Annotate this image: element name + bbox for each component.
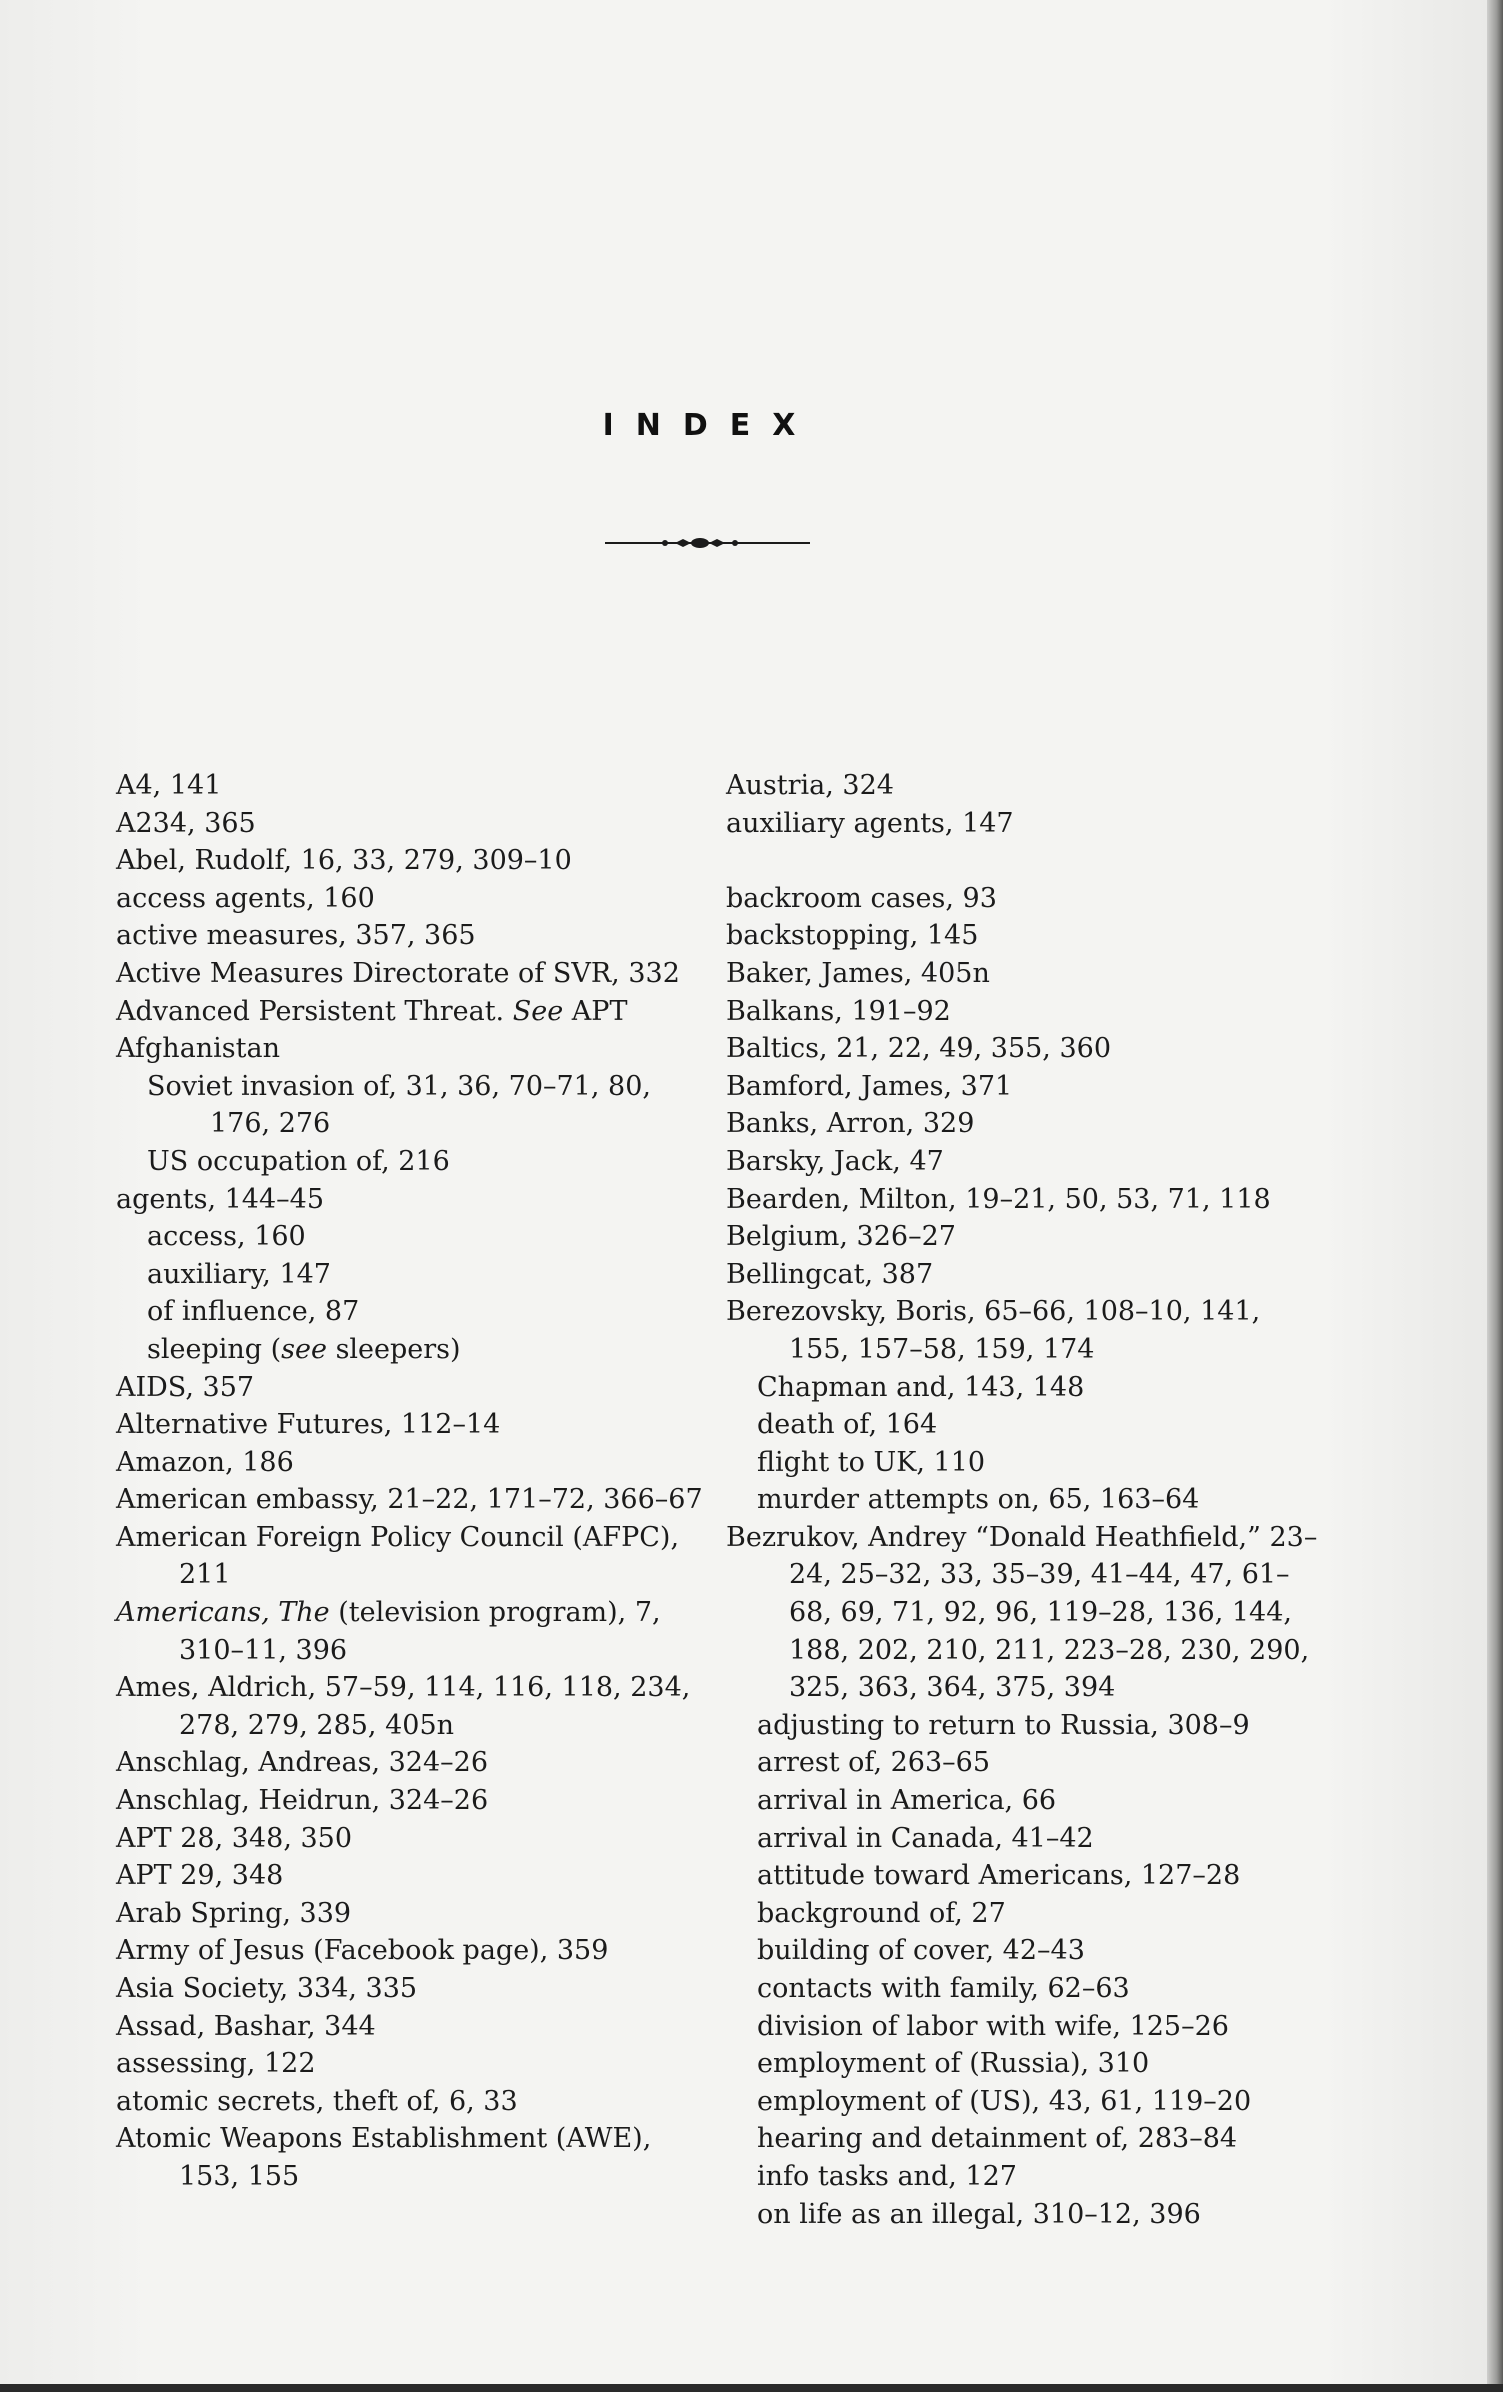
- index-subentry: [726, 1406, 1326, 1444]
- index-entry: [116, 1481, 706, 1519]
- index-entry: [726, 805, 1326, 843]
- entry-text: assessing, 122: [116, 2048, 316, 2080]
- index-subentry: [726, 1707, 1326, 1745]
- index-subentry: [726, 1782, 1326, 1820]
- index-subentry: [726, 2083, 1326, 2121]
- index-entry: [116, 1369, 706, 1407]
- index-entry: [116, 1895, 706, 1933]
- entry-text: contacts with family, 62–63: [757, 1973, 1130, 2004]
- entry-text: sleeping (: [147, 1333, 282, 1365]
- entry-text: Alternative Futures, 112–14: [116, 1409, 501, 1441]
- index-entry: [726, 767, 1326, 805]
- entry-text: auxiliary agents, 147: [726, 807, 1014, 839]
- index-subentry: [116, 1218, 706, 1256]
- entry-text: Balkans, 191–92: [726, 995, 951, 1027]
- entry-text: Bezrukov, Andrey “Donald Heathfield,” 23–24, 25–32, 33, 35–39, 41–44, 47, 61–68, 69, 71, 92, 96, 119–28, 136, 144, 188, 202, 210, 211, 223–28, 230, 290, 325, 363, 364, 375, 394: [726, 1521, 1318, 1704]
- index-subentry: [726, 1444, 1326, 1482]
- index-entry: [116, 1444, 706, 1482]
- index-column-left: [116, 767, 706, 2196]
- entry-text: A4, 141: [116, 770, 222, 801]
- entry-text: Bearden, Milton, 19–21, 50, 53, 71, 118: [726, 1183, 1271, 1215]
- entry-text: Abel, Rudolf, 16, 33, 279, 309–10: [116, 845, 572, 877]
- index-subentry: [726, 1970, 1326, 2008]
- index-entry: [116, 2083, 706, 2121]
- index-entry: [116, 917, 706, 955]
- index-entry: [116, 1932, 706, 1970]
- entry-text: active measures, 357, 365: [116, 920, 476, 952]
- entry-text: Barsky, Jack, 47: [726, 1145, 944, 1177]
- entry-text: arrest of, 263–65: [757, 1747, 991, 1779]
- index-entry: [116, 2120, 706, 2195]
- index-subentry: [726, 1932, 1326, 1970]
- index-entry: [116, 993, 706, 1031]
- entry-text: Atomic Weapons Establishment (AWE), 153, 155: [116, 2123, 652, 2192]
- entry-text: Arab Spring, 339: [116, 1897, 352, 1929]
- entry-text: Ames, Aldrich, 57–59, 114, 116, 118, 234, 278, 279, 285, 405n: [116, 1672, 691, 1741]
- entry-text: background of, 27: [757, 1897, 1006, 1929]
- entry-text: Baltics, 21, 22, 49, 355, 360: [726, 1033, 1112, 1065]
- index-entry: [116, 1857, 706, 1895]
- entry-text: attitude toward Americans, 127–28: [757, 1860, 1241, 1892]
- entry-text: atomic secrets, theft of, 6, 33: [116, 2085, 518, 2117]
- page-bottom-edge: [0, 2384, 1503, 2392]
- entry-text-after: (television program), 7, 310–11, 396: [179, 1597, 661, 1666]
- index-entry: [116, 2045, 706, 2083]
- index-entry: [116, 1406, 706, 1444]
- entry-text: American embassy, 21–22, 171–72, 366–67: [116, 1484, 703, 1516]
- index-entry: [116, 805, 706, 843]
- index-subentry: [726, 1857, 1326, 1895]
- entry-text: employment of (Russia), 310: [757, 2048, 1150, 2080]
- index-subentry: [726, 2008, 1326, 2046]
- index-entry: [116, 1820, 706, 1858]
- index-entry: [116, 1519, 706, 1594]
- index-subentry: [116, 1256, 706, 1294]
- index-entry: [116, 1970, 706, 2008]
- index-entry: [726, 1218, 1326, 1256]
- entry-text: US occupation of, 216: [147, 1145, 450, 1177]
- index-subentry: [116, 1331, 706, 1369]
- entry-text: access, 160: [147, 1221, 306, 1253]
- index-subentry: [726, 2196, 1326, 2234]
- index-subentry: [726, 2045, 1326, 2083]
- page-title: INDEX: [602, 408, 818, 443]
- entry-text: flight to UK, 110: [757, 1446, 986, 1478]
- index-entry: [726, 917, 1326, 955]
- entry-text: Belgium, 326–27: [726, 1221, 956, 1253]
- index-entry: [116, 1744, 706, 1782]
- entry-text: Afghanistan: [116, 1033, 281, 1065]
- entry-italic-text: see: [281, 1333, 327, 1365]
- index-subentry: [726, 2158, 1326, 2196]
- index-entry: [116, 1782, 706, 1820]
- entry-text: employment of (US), 43, 61, 119–20: [757, 2085, 1252, 2117]
- index-entry: [726, 1256, 1326, 1294]
- entry-text: Bellingcat, 387: [726, 1258, 934, 1290]
- index-subentry: [726, 1369, 1326, 1407]
- index-entry: [726, 1143, 1326, 1181]
- entry-text: Baker, James, 405n: [726, 957, 990, 989]
- entry-text: auxiliary, 147: [147, 1258, 331, 1290]
- index-entry: [726, 993, 1326, 1031]
- index-entry: [726, 1068, 1326, 1106]
- entry-text: Amazon, 186: [116, 1446, 294, 1478]
- index-entry: [116, 2008, 706, 2046]
- entry-italic-text: See: [512, 995, 564, 1027]
- index-subentry: [726, 1895, 1326, 1933]
- index-entry: [116, 955, 706, 993]
- entry-text: Assad, Bashar, 344: [116, 2010, 376, 2042]
- entry-text: Army of Jesus (Facebook page), 359: [116, 1935, 609, 1967]
- entry-text: arrival in Canada, 41–42: [757, 1822, 1094, 1854]
- entry-italic-text: Americans, The: [116, 1597, 330, 1629]
- entry-text: on life as an illegal, 310–12, 396: [757, 2198, 1201, 2230]
- index-subentry: [726, 1820, 1326, 1858]
- entry-text: Chapman and, 143, 148: [757, 1371, 1085, 1403]
- book-spine-shadow: [1487, 0, 1503, 2392]
- entry-text: Banks, Arron, 329: [726, 1108, 975, 1140]
- entry-text: backroom cases, 93: [726, 882, 997, 914]
- index-subentry: [726, 1744, 1326, 1782]
- index-subentry: [726, 2120, 1326, 2158]
- entry-text: arrival in America, 66: [757, 1785, 1057, 1817]
- entry-text: agents, 144–45: [116, 1183, 325, 1215]
- entry-text: backstopping, 145: [726, 920, 979, 952]
- entry-text: Asia Society, 334, 335: [116, 1973, 418, 2004]
- index-entry: [116, 1030, 706, 1068]
- entry-text-after: sleepers): [326, 1333, 461, 1365]
- index-entry: [116, 1669, 706, 1744]
- entry-text: Active Measures Directorate of SVR, 332: [116, 957, 680, 989]
- entry-text: division of labor with wife, 125–26: [757, 2010, 1229, 2042]
- entry-text: A234, 365: [116, 807, 256, 839]
- entry-text: Anschlag, Heidrun, 324–26: [116, 1785, 489, 1817]
- entry-text: Soviet invasion of, 31, 36, 70–71, 80, 176, 276: [147, 1070, 651, 1140]
- index-subentry: [726, 1481, 1326, 1519]
- title-ornament-rule: [605, 530, 810, 556]
- entry-text: building of cover, 42–43: [757, 1935, 1085, 1967]
- entry-text: hearing and detainment of, 283–84: [757, 2123, 1238, 2155]
- entry-text: Anschlag, Andreas, 324–26: [116, 1747, 489, 1779]
- index-entry: [726, 955, 1326, 993]
- entry-text: murder attempts on, 65, 163–64: [757, 1484, 1200, 1516]
- index-entry: [726, 1293, 1326, 1368]
- index-entry: [726, 880, 1326, 918]
- entry-text: info tasks and, 127: [757, 2160, 1017, 2192]
- entry-text: access agents, 160: [116, 882, 375, 914]
- entry-text: Bamford, James, 371: [726, 1070, 1013, 1102]
- entry-text-after: APT: [563, 995, 628, 1027]
- index-column-right: [726, 767, 1326, 2233]
- entry-text: Austria, 324: [726, 770, 894, 801]
- entry-text: adjusting to return to Russia, 308–9: [757, 1709, 1250, 1741]
- entry-text: APT 29, 348: [116, 1860, 284, 1892]
- index-entry: [116, 842, 706, 880]
- index-subentry: [116, 1293, 706, 1331]
- index-entry: [116, 1181, 706, 1219]
- index-entry: [726, 1030, 1326, 1068]
- entry-text: Berezovsky, Boris, 65–66, 108–10, 141, 155, 157–58, 159, 174: [726, 1296, 1261, 1365]
- entry-text: APT 28, 348, 350: [116, 1822, 353, 1854]
- index-entry: [726, 1105, 1326, 1143]
- index-entry: [116, 767, 706, 805]
- entry-text: of influence, 87: [147, 1296, 360, 1328]
- entry-text: AIDS, 357: [116, 1371, 255, 1403]
- index-entry: [116, 1594, 706, 1669]
- entry-text: death of, 164: [757, 1409, 938, 1441]
- entry-text: Advanced Persistent Threat.: [116, 995, 513, 1027]
- index-entry: [116, 880, 706, 918]
- entry-text: American Foreign Policy Council (AFPC), 211: [116, 1521, 680, 1591]
- index-subentry: [116, 1143, 706, 1181]
- index-entry: [726, 1181, 1326, 1219]
- index-subentry: [116, 1068, 706, 1143]
- index-entry: [726, 1519, 1326, 1707]
